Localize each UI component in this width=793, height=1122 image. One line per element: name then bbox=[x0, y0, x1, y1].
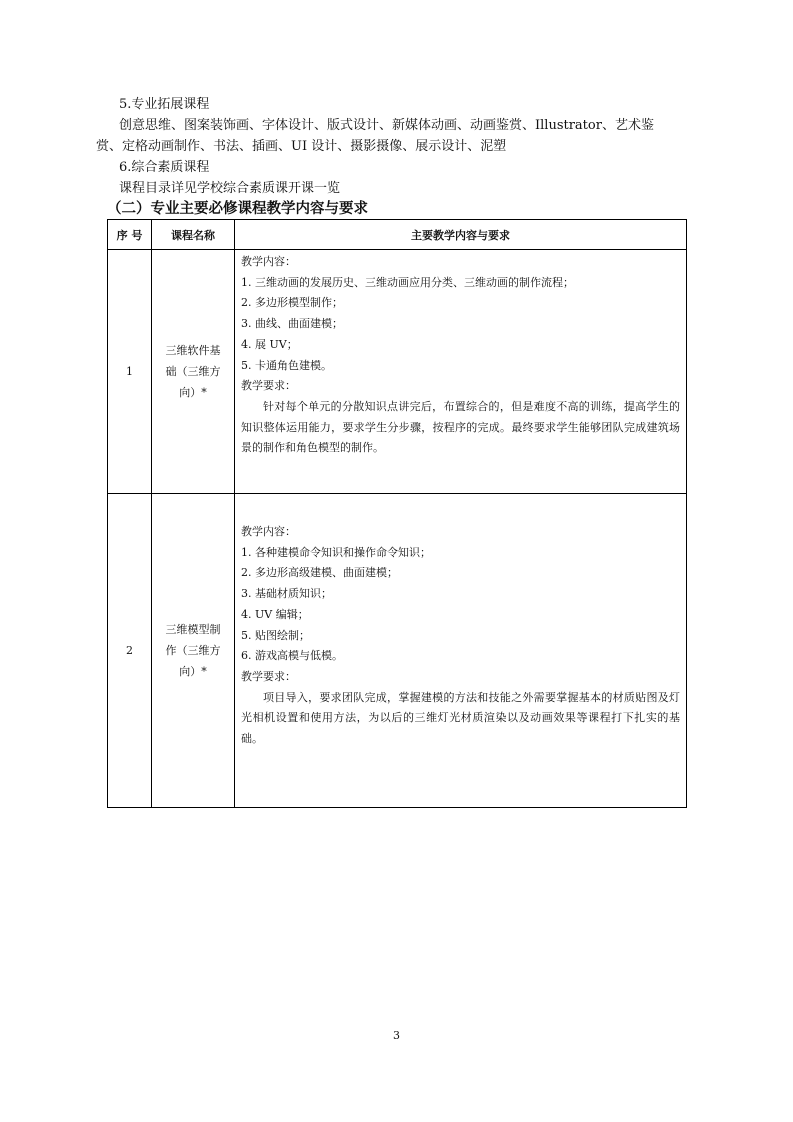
content-item: 5. 卡通角色建模。 bbox=[241, 358, 332, 372]
course-content-cell bbox=[235, 494, 687, 808]
content-item: 2. 多边形高级建模、曲面建模； bbox=[241, 566, 398, 580]
requirement-text: 项目导入，要求团队完成，掌握建模的方法和技能之外需要掌握基本的材质贴图及灯光相机设置和使用方法，为以后的三维灯光材质渲染以及动画效果等课程打下扎实的基础。 bbox=[241, 690, 680, 746]
section-heading: （二）专业主要必修课程教学内容与要求 bbox=[107, 201, 368, 217]
content-label: 教学内容： bbox=[241, 255, 296, 268]
header-number: 序 号 bbox=[108, 220, 152, 250]
content-item: 6. 游戏高模与低模。 bbox=[241, 649, 343, 663]
content-item: 4. 展 UV； bbox=[241, 337, 298, 351]
course-name-cell bbox=[152, 494, 235, 808]
heading-specialty-extension: 5.专业拓展课程 bbox=[119, 97, 210, 112]
course-content-cell bbox=[235, 250, 687, 494]
page-number: 3 bbox=[393, 1029, 400, 1042]
heading-general-quality: 6.综合素质课程 bbox=[119, 160, 210, 175]
extension-course-list-line2: 赏、定格动画制作、书法、插画、UI 设计、摄影摄像、展示设计、泥塑 bbox=[96, 139, 507, 154]
content-item: 4. UV 编辑； bbox=[241, 607, 309, 621]
course-table bbox=[107, 219, 687, 808]
content-item: 3. 曲线、曲面建模； bbox=[241, 317, 343, 331]
requirement-label: 教学要求： bbox=[241, 669, 296, 683]
content-item: 1. 各种建模命令知识和操作命令知识； bbox=[241, 545, 431, 559]
content-item: 5. 贴图绘制； bbox=[241, 628, 310, 642]
row-number: 2 bbox=[108, 494, 152, 808]
requirement-text: 针对每个单元的分散知识点讲完后，布置综合的，但是难度不高的训练，提高学生的知识整体运用能力，要求学生分步骤，按程序的完成。最终要求学生能够团队完成建筑场景的制作和角色模型的制作。 bbox=[241, 399, 680, 455]
content-item: 1. 三维动画的发展历史、三维动画应用分类、三维动画的制作流程； bbox=[241, 275, 574, 289]
table-row bbox=[108, 250, 687, 494]
content-item: 2. 多边形模型制作； bbox=[241, 296, 343, 310]
course-name-cell bbox=[152, 250, 235, 494]
general-quality-note: 课程目录详见学校综合素质课开课一览 bbox=[119, 181, 341, 196]
requirement-label: 教学要求： bbox=[241, 379, 296, 393]
header-course-name: 课程名称 bbox=[152, 220, 235, 250]
extension-course-list-line1: 创意思维、图案装饰画、字体设计、版式设计、新媒体动画、动画鉴赏、Illustrator、艺术鉴 bbox=[119, 118, 654, 133]
row-number: 1 bbox=[108, 250, 152, 494]
content-item: 3. 基础材质知识； bbox=[241, 587, 332, 601]
course-name: 三维软件基础（三维方向）* bbox=[165, 344, 221, 399]
table-row bbox=[108, 494, 687, 808]
table-header-row bbox=[108, 220, 687, 250]
header-content: 主要教学内容与要求 bbox=[235, 220, 687, 250]
course-name: 三维模型制作（三维方向）* bbox=[165, 623, 221, 678]
content-label: 教学内容： bbox=[241, 525, 296, 538]
